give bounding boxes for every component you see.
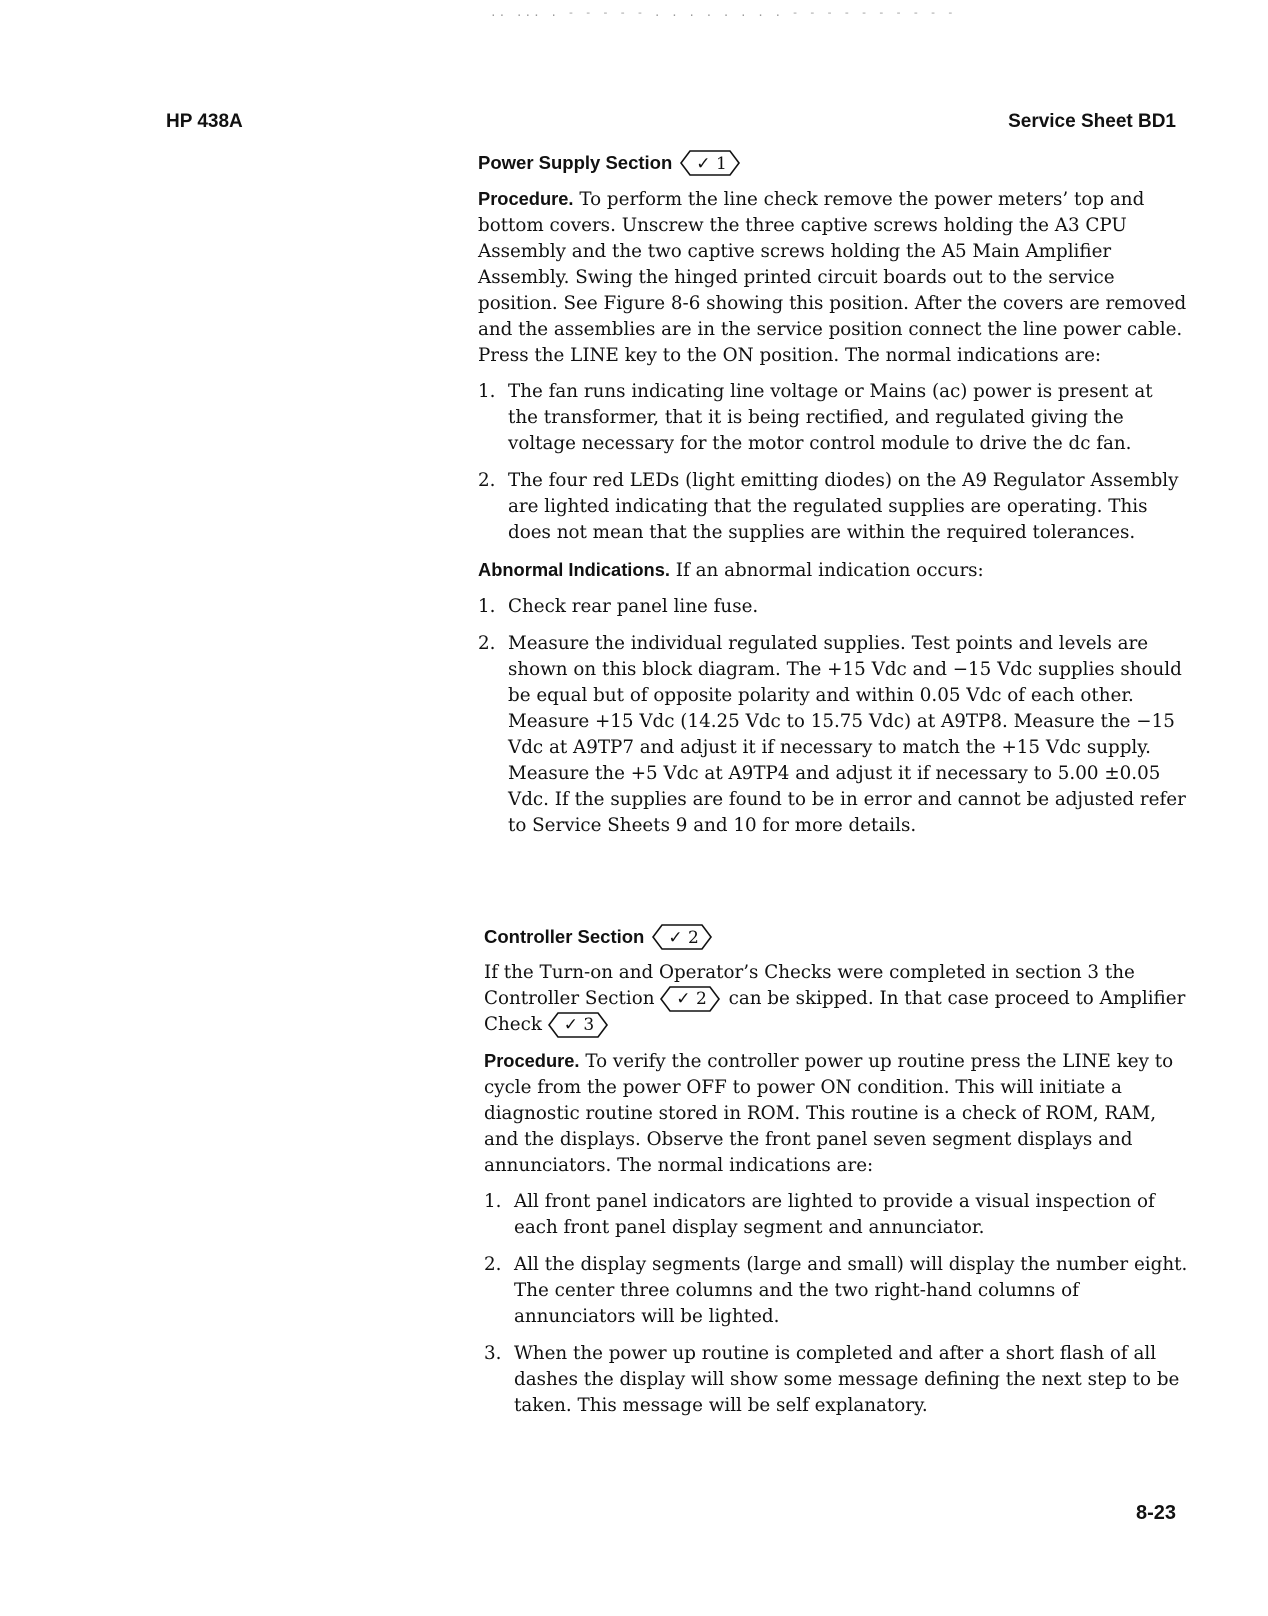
list-item-text: The fan runs indicating line voltage or Mains (ac) power is present at the transformer, that it is being rectified, and regulated giving the voltage necessary for the motor control module to drive the dc fan. bbox=[508, 381, 1153, 454]
controller-intro-text-a: If the Turn-on and Operator’s Checks were completed in section 3 the Controller Section bbox=[484, 962, 1135, 1009]
controller-title-text: Controller Section bbox=[484, 926, 645, 947]
list-item-text: The four red LEDs (light emitting diodes) on the A9 Regulator Assembly are lighted indicating that the regulated supplies are operating. This does not mean that the supplies are within the required tolerances. bbox=[508, 470, 1179, 543]
list-item-text: Check rear panel line fuse. bbox=[508, 596, 759, 617]
procedure-lead: Procedure. bbox=[484, 1050, 580, 1071]
list-item bbox=[478, 631, 1188, 839]
controller-intro-text-b: can be skipped. In that case proceed to Amplifier Check bbox=[484, 988, 1186, 1035]
list-item-text: All front panel indicators are lighted to provide a visual inspection of each front panel display segment and annunciator. bbox=[514, 1191, 1155, 1238]
check-step-badge bbox=[680, 150, 742, 176]
abnormal-text: If an abnormal indication occurs: bbox=[675, 560, 984, 581]
service-sheet-header: Service Sheet BD1 bbox=[1008, 111, 1176, 132]
check-step-badge bbox=[660, 986, 722, 1012]
controller-procedure bbox=[484, 1048, 1188, 1179]
procedure-text: To perform the line check remove the power meters’ top and bottom covers. Unscrew the three captive screws holding the A3 CPU Assembly and the two captive screws holding the A5 Main Amplifier Assembly. Swing the hinged printed circuit boards out to the service position. See Figure 8-6 showing this position. After the covers are removed and the assemblies are in the service position connect the line power cable. Press the LINE key to the ON position. The normal indications are: bbox=[478, 189, 1187, 366]
check-step-badge-text: ✓ 1 bbox=[696, 154, 727, 174]
list-item bbox=[478, 379, 1188, 457]
list-item bbox=[484, 1189, 1188, 1241]
controller-intro bbox=[484, 960, 1188, 1038]
list-item-text: Measure the individual regulated supplies. Test points and levels are shown on this block diagram. The +15 Vdc and −15 Vdc supplies should be equal but of opposite polarity and within 0.05 Vdc of each other. Measure +15 Vdc (14.25 Vdc to 15.75 Vdc) at A9TP8. Measure the −15 Vdc at A9TP7 and adjust it if necessary to match the +15 Vdc supply. Measure the +5 Vdc at A9TP4 and adjust it if necessary to 5.00 ±0.05 Vdc. If the supplies are found to be in error and cannot be adjusted refer to Service Sheets 9 and 10 for more details. bbox=[508, 633, 1186, 836]
controller-indications-list bbox=[484, 1189, 1188, 1419]
check-step-badge-text: ✓ 3 bbox=[563, 1015, 595, 1035]
power-supply-procedure bbox=[478, 186, 1188, 369]
list-item-text: When the power up routine is completed and after a short flash of all dashes the display will show some message defining the next step to be taken. This message will be self explanatory. bbox=[514, 1343, 1180, 1416]
abnormal-indications bbox=[478, 557, 1188, 584]
list-item bbox=[478, 594, 1188, 620]
check-step-badge-text: ✓ 2 bbox=[668, 928, 699, 948]
power-supply-title-text: Power Supply Section bbox=[478, 152, 673, 173]
check-step-badge bbox=[548, 1012, 610, 1038]
power-supply-section bbox=[478, 148, 1188, 850]
page-number: 8-23 bbox=[1135, 1502, 1176, 1524]
list-item-number: 2. bbox=[478, 470, 496, 491]
controller-section bbox=[484, 922, 1188, 1430]
list-item-number: 2. bbox=[484, 1254, 502, 1275]
list-item-number: 3. bbox=[484, 1343, 502, 1364]
controller-title bbox=[484, 922, 1188, 952]
list-item-number: 1. bbox=[478, 596, 496, 617]
list-item bbox=[484, 1341, 1188, 1419]
list-item-number: 1. bbox=[478, 381, 496, 402]
check-step-badge bbox=[652, 924, 714, 950]
manual-model-header: HP 438A bbox=[166, 111, 243, 132]
procedure-text: To verify the controller power up routine press the LINE key to cycle from the power OFF to power ON condition. This will initiate a diagnostic routine stored in ROM. This routine is a check of ROM, RAM, and the displays. Observe the front panel seven segment displays and annunciators. The normal indications are: bbox=[484, 1051, 1174, 1176]
procedure-lead: Procedure. bbox=[478, 188, 574, 209]
list-item bbox=[484, 1252, 1188, 1330]
list-item-number: 1. bbox=[484, 1191, 502, 1212]
scan-artifact: .. ... . - - - - - . . . . . . . . - - - - - - - - - - bbox=[490, 6, 956, 19]
list-item-number: 2. bbox=[478, 633, 496, 654]
abnormal-lead: Abnormal Indications. bbox=[478, 559, 670, 580]
list-item bbox=[478, 468, 1188, 546]
normal-indications-list bbox=[478, 379, 1188, 546]
abnormal-indications-list bbox=[478, 594, 1188, 839]
power-supply-title bbox=[478, 148, 1188, 178]
check-step-badge-text: ✓ 2 bbox=[676, 989, 707, 1009]
list-item-text: All the display segments (large and small) will display the number eight. The center three columns and the two right-hand columns of annunciators will be lighted. bbox=[514, 1254, 1188, 1327]
